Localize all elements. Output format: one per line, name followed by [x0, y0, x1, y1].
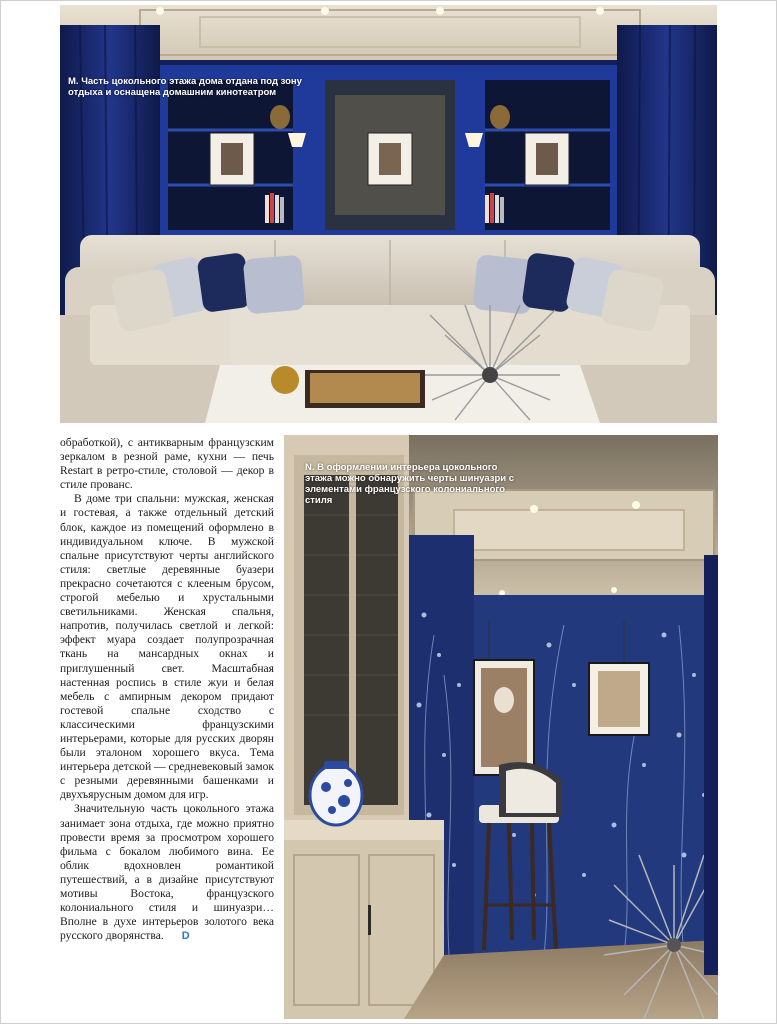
- article-body: [60, 436, 274, 943]
- article-paragraph-3-text: Значительную часть цокольного этажа занимает зона отдыха, где можно приятно провести время за просмотром хорошего фильма с бокалом любимого вина. Ее облик вдохновлен романтикой путешествий, а в дизайне присутствуют мотивы Востока, французского колониального стиля и шинуазри… Вполне в духе интерьеров золотого века русского дворянства.: [60, 802, 274, 943]
- photo-caption-m: M. Часть цокольного этажа дома отдана под зону отдыха и оснащена домашним кинотеатром: [68, 76, 302, 98]
- photo-caption-n: N. В оформлении интерьера цокольного этажа можно обнаружить черты шинуазри с элементами французского колониального стиля: [305, 462, 515, 506]
- article-paragraph-2: В доме три спальни: мужская, женская и гостевая, а также отдельный детский блок, каждое из помещений оформлено в индивидуальном ключе. В мужской спальне присутствуют черты английского стиля: светлые деревянные буазери прекрасно сочетаются с клееным брусом, строгой мебелью и хрустальными светильниками. Женская спальня, напротив, получилась светлой и легкой: эффект муара создает полупрозрачная ткань на мансардных окнах и приглушенный свет. Масштабная настенная роспись в стиле жуи и белая мебель с ампирным декором придают гостевой спальне сходство с классическими французскими интерьерами, которые для русских дворян были эталоном хорошего вкуса. Тема интерьера детской — средневековый замок с резными деревянными башенками и двухъярусным домом для игр.: [60, 492, 274, 802]
- article-end-mark: D: [181, 930, 190, 943]
- article-paragraph-1: обработкой), с антикварным французским зеркалом в резной раме, кухни — печь Restart в ретро-стиле, столовой — декор в стиле прованс.: [60, 436, 274, 492]
- article-paragraph-3: [60, 802, 274, 943]
- photo-chinoiserie-room: [284, 435, 718, 1019]
- photo-home-theater: [60, 5, 717, 423]
